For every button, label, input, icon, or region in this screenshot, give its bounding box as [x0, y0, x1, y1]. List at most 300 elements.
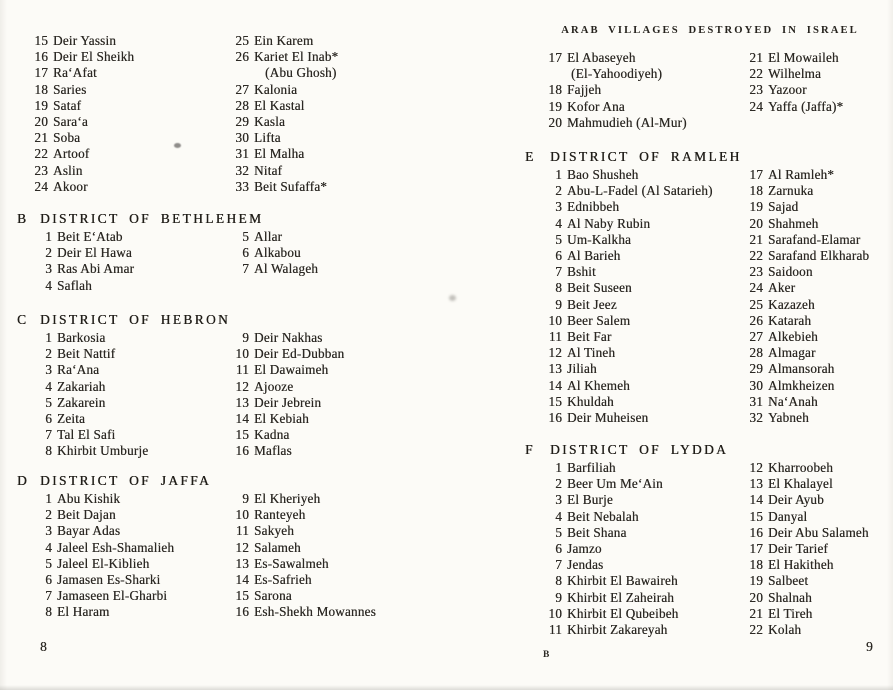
entry-number: 4	[45, 378, 52, 394]
village-entry	[741, 394, 869, 410]
entry-name: Ra‘Ana	[57, 362, 100, 378]
left-page	[0, 0, 446, 690]
entry-name: Fajjeh	[567, 82, 602, 98]
entry-number: 13	[235, 555, 249, 571]
village-entry	[227, 330, 344, 346]
entry-name: Deir Muheisen	[567, 410, 649, 426]
entry-name: Beit Jeez	[567, 296, 617, 312]
entry-number: 3	[45, 261, 52, 277]
entry-name: Bshit	[567, 264, 596, 280]
entry-number: 1	[45, 229, 52, 244]
entry-name: Soba	[53, 130, 81, 146]
entry-name: Maflas	[254, 443, 292, 459]
entry-number: 13	[749, 476, 763, 492]
village-entry	[26, 82, 134, 98]
village-entry	[227, 146, 338, 162]
section-header	[0, 472, 446, 489]
village-entry	[741, 557, 869, 573]
entry-name: Tal El Safi	[57, 427, 116, 443]
entry-name: Sara‘a	[53, 114, 88, 130]
entry-name: Beit Suseen	[567, 280, 632, 296]
entry-name: Jaleel Esh-Shamalieh	[57, 539, 175, 555]
section-district-hebron	[0, 311, 446, 459]
village-entry	[741, 248, 869, 264]
entry-name: Ednibbeh	[567, 199, 620, 215]
entry-number: 4	[555, 215, 562, 231]
entry-name: El Kheriyeh	[254, 491, 321, 506]
village-entry	[30, 395, 148, 411]
village-entry	[540, 280, 713, 296]
village-entry	[227, 411, 344, 427]
village-entry	[540, 199, 713, 215]
village-entry	[227, 491, 376, 507]
section-district-lydda	[447, 441, 893, 638]
entry-number: 19	[548, 98, 562, 114]
entry-number: 24	[749, 280, 763, 296]
district-letter: D	[17, 473, 27, 488]
entry-name: Sarafand-Elamar	[768, 231, 861, 247]
entry-name: Sarafand Elkharab	[768, 248, 870, 264]
village-entry	[540, 329, 713, 345]
village-list-column	[540, 167, 713, 426]
village-entry	[227, 82, 338, 98]
entry-name: Nitaf	[254, 162, 283, 178]
entry-alt-name: (Abu Ghosh)	[265, 65, 337, 81]
village-entry	[540, 410, 713, 426]
village-entry	[30, 427, 148, 443]
entry-number: 18	[749, 183, 763, 199]
village-entry	[741, 361, 869, 377]
entry-name: Sajad	[768, 199, 799, 215]
entry-name: Jamasen Es-Sharki	[57, 572, 161, 588]
village-entry	[227, 261, 318, 277]
village-entry	[26, 146, 134, 162]
entry-name: Deir El Sheikh	[53, 49, 135, 65]
district-title: DISTRICT OF LYDDA	[550, 442, 729, 457]
entry-number: 6	[45, 411, 52, 427]
jerusalem-continued-column-2	[227, 33, 338, 195]
village-entry	[26, 33, 134, 49]
entry-number: 6	[242, 245, 249, 261]
entry-number: 20	[548, 114, 562, 130]
district-title: DISTRICT OF HEBRON	[40, 312, 231, 327]
village-entry	[227, 163, 338, 179]
entry-number: 4	[45, 277, 52, 293]
village-entry	[540, 345, 713, 361]
village-entry	[227, 523, 376, 539]
entry-name: Kazazeh	[768, 296, 815, 312]
entry-number: 21	[749, 231, 763, 247]
village-entry	[30, 491, 174, 507]
entry-number: 10	[548, 312, 562, 328]
entry-number: 5	[555, 524, 562, 540]
entry-number: 10	[548, 605, 562, 621]
entry-number: 27	[235, 81, 249, 97]
village-entry	[227, 346, 344, 362]
entry-name: Jiliah	[567, 361, 597, 377]
entry-name: Almansorah	[768, 361, 835, 377]
entry-name: Allar	[254, 229, 283, 244]
entry-name: Yazoor	[768, 82, 807, 98]
village-entry	[540, 492, 678, 508]
district-letter: E	[525, 149, 534, 164]
entry-number: 7	[45, 588, 52, 604]
village-entry	[227, 556, 376, 572]
entry-number: 24	[34, 178, 48, 194]
village-entry	[30, 540, 174, 556]
village-entry	[741, 313, 869, 329]
entry-name: Jamzo	[567, 541, 602, 557]
entry-number: 2	[45, 245, 52, 261]
jaffa-continued-column-2	[741, 50, 843, 115]
village-entry	[26, 98, 134, 114]
entry-name: Khirbit El Zaheirah	[567, 589, 675, 605]
entry-name: Es-Safrieh	[254, 572, 312, 588]
entry-number: 19	[34, 97, 48, 113]
entry-name: El Tireh	[768, 605, 813, 621]
entry-number: 10	[235, 507, 249, 523]
entry-name: Wilhelma	[768, 66, 822, 82]
village-entry	[30, 411, 148, 427]
entry-number: 16	[235, 604, 249, 620]
entry-name: Barfiliah	[567, 460, 616, 475]
entry-number: 11	[548, 622, 562, 638]
entry-number: 6	[555, 248, 562, 264]
entry-number: 8	[45, 604, 52, 620]
village-entry	[227, 114, 338, 130]
entry-name: Al Tineh	[567, 345, 616, 361]
entry-name: Deir Ayub	[768, 492, 824, 508]
entry-number: 12	[235, 539, 249, 555]
village-entry	[741, 541, 869, 557]
entry-name: Al Walageh	[254, 261, 319, 277]
village-entry	[30, 556, 174, 572]
entry-name: Zakariah	[57, 378, 106, 394]
village-entry	[741, 82, 843, 98]
entry-number: 4	[45, 539, 52, 555]
entry-number: 17	[749, 541, 763, 557]
entry-number: 2	[555, 183, 562, 199]
village-list-column	[741, 460, 869, 638]
printer-signature-mark: B	[543, 650, 550, 660]
village-list-column	[30, 330, 148, 460]
entry-number: 22	[749, 622, 763, 638]
entry-name: Deir Abu Salameh	[768, 524, 869, 540]
village-entry	[741, 66, 843, 82]
jerusalem-continued-column-1	[26, 33, 134, 195]
entry-name: Beer Um Me‘Ain	[567, 476, 663, 492]
village-entry	[227, 443, 344, 459]
entry-name: El Abaseyeh	[567, 50, 636, 65]
village-entry	[26, 114, 134, 130]
entry-number: 8	[555, 280, 562, 296]
village-list-column	[30, 229, 134, 294]
entry-name: El Khalayel	[768, 476, 833, 492]
section-district-ramleh	[447, 148, 893, 426]
entry-name: El Mowaileh	[768, 50, 839, 65]
entry-name: Katarah	[768, 312, 812, 328]
entry-number: 7	[242, 261, 249, 277]
village-entry	[741, 167, 869, 183]
village-list-column	[227, 491, 376, 621]
entry-number: 33	[235, 178, 249, 194]
entry-number: 15	[749, 508, 763, 524]
village-entry	[540, 264, 713, 280]
entry-name: Akoor	[53, 178, 88, 194]
entry-number: 7	[555, 557, 562, 573]
entry-number: 4	[555, 508, 562, 524]
entry-number: 6	[555, 541, 562, 557]
entry-name: Deir Ed-Dubban	[254, 346, 345, 362]
jaffa-continued-column-1	[540, 50, 687, 131]
village-list-column	[227, 330, 344, 460]
entry-number: 8	[555, 573, 562, 589]
entry-number: 5	[45, 555, 52, 571]
entry-name: Beer Salem	[567, 312, 631, 328]
village-entry	[30, 443, 148, 459]
entry-number: 20	[749, 215, 763, 231]
entry-number: 20	[34, 114, 48, 130]
entry-name: Beit Shana	[567, 524, 627, 540]
village-entry	[540, 394, 713, 410]
entry-name: Kharroobeh	[768, 460, 833, 475]
village-entry	[741, 525, 869, 541]
entry-name: Deir Yassin	[53, 33, 117, 48]
entry-name: Beit Sufaffa*	[254, 178, 328, 194]
entry-number: 19	[749, 573, 763, 589]
district-title: DISTRICT OF BETHLEHEM	[40, 211, 264, 226]
village-entry	[30, 346, 148, 362]
village-entry	[741, 476, 869, 492]
entry-alt-name: (El-Yahoodiyeh)	[571, 66, 663, 82]
entry-name: Jamaseen El-Gharbi	[57, 588, 168, 604]
village-entry	[540, 82, 687, 98]
entry-number: 14	[235, 411, 249, 427]
entry-name: Zakarein	[57, 394, 106, 410]
village-entry	[30, 523, 174, 539]
entry-name: Salameh	[254, 539, 301, 555]
entry-number: 28	[749, 345, 763, 361]
entry-number: 14	[235, 572, 249, 588]
village-entry	[227, 245, 318, 261]
entry-name: Deir Jebrein	[254, 394, 322, 410]
entry-number: 5	[45, 394, 52, 410]
entry-name: El Haram	[57, 604, 110, 620]
entry-number: 19	[749, 199, 763, 215]
village-entry	[227, 395, 344, 411]
entry-name: Alkebieh	[768, 329, 818, 345]
entry-name: Almkheizen	[768, 377, 835, 393]
entry-number: 15	[548, 393, 562, 409]
entry-number: 16	[749, 524, 763, 540]
village-entry	[227, 229, 318, 245]
entry-name: Deir El Hawa	[57, 245, 132, 261]
entry-name: Abu Kishik	[57, 491, 121, 506]
entry-name: Deir Tarief	[768, 541, 828, 557]
entry-name: Jendas	[567, 557, 604, 573]
scan-edge-shading	[887, 0, 893, 690]
entry-number: 3	[45, 523, 52, 539]
entry-number: 23	[34, 162, 48, 178]
entry-name: Jaleel El-Kiblieh	[57, 555, 150, 571]
entry-name: Sataf	[53, 97, 82, 113]
entry-name: El Kebiah	[254, 411, 309, 427]
entry-name: Kalonia	[254, 81, 298, 97]
entry-name: Ein Karem	[254, 33, 314, 48]
village-entry	[540, 541, 678, 557]
entry-name: Kofor Ana	[567, 98, 625, 114]
entry-number: 1	[555, 167, 562, 182]
entry-number: 15	[235, 427, 249, 443]
village-entry	[30, 245, 134, 261]
village-entry	[30, 379, 148, 395]
village-entry	[30, 362, 148, 378]
village-entry	[741, 378, 869, 394]
entry-name: Zeita	[57, 411, 86, 427]
village-entry	[540, 378, 713, 394]
entry-number: 12	[749, 460, 763, 475]
section-header	[0, 311, 446, 328]
village-entry	[540, 167, 713, 183]
village-entry	[741, 345, 869, 361]
entry-number: 11	[548, 329, 562, 345]
village-entry	[30, 278, 134, 294]
village-entry	[26, 49, 134, 65]
entry-name: Al Ramleh*	[768, 167, 835, 182]
entry-number: 22	[34, 146, 48, 162]
entry-number: 15	[235, 588, 249, 604]
entry-number: 31	[749, 393, 763, 409]
entry-name: Es-Sawalmeh	[254, 555, 329, 571]
village-entry	[741, 622, 869, 638]
page-number-left: 8	[40, 639, 47, 654]
village-entry	[540, 99, 687, 115]
entry-number: 7	[45, 427, 52, 443]
entry-number: 17	[34, 65, 48, 81]
village-entry	[30, 261, 134, 277]
village-entry	[540, 476, 678, 492]
entry-name: Shahmeh	[768, 215, 819, 231]
entry-name: Khirbit El Bawaireh	[567, 573, 678, 589]
village-entry	[227, 49, 338, 81]
entry-number: 21	[749, 605, 763, 621]
entry-name: Sakyeh	[254, 523, 295, 539]
entry-number: 23	[749, 264, 763, 280]
village-entry	[227, 507, 376, 523]
entry-name: Al Khemeh	[567, 377, 630, 393]
scan-edge-shading	[0, 685, 893, 690]
entry-number: 12	[235, 378, 249, 394]
village-entry	[540, 50, 687, 82]
village-entry	[540, 509, 678, 525]
village-entry	[741, 264, 869, 280]
entry-name: Al Barieh	[567, 248, 621, 264]
entry-number: 30	[749, 377, 763, 393]
village-list-column	[540, 460, 678, 638]
village-entry	[30, 330, 148, 346]
entry-number: 23	[749, 82, 763, 98]
entry-name: Khirbit Zakareyah	[567, 622, 668, 638]
village-entry	[540, 361, 713, 377]
village-entry	[741, 216, 869, 232]
entry-number: 25	[749, 296, 763, 312]
village-entry	[227, 362, 344, 378]
village-entry	[540, 622, 678, 638]
village-entry	[741, 50, 843, 66]
entry-name: Khirbit El Qubeibeh	[567, 605, 679, 621]
entry-name: Beit Dajan	[57, 507, 116, 523]
entry-name: Kasla	[254, 114, 286, 130]
entry-number: 29	[235, 114, 249, 130]
entry-name: Beit Far	[567, 329, 612, 345]
entry-number: 5	[555, 231, 562, 247]
page-number-right: 9	[866, 639, 873, 654]
entry-number: 13	[548, 361, 562, 377]
entry-name: Na‘Anah	[768, 393, 818, 409]
village-entry	[227, 33, 338, 49]
entry-name: Saries	[53, 81, 87, 97]
village-entry	[227, 572, 376, 588]
village-entry	[30, 507, 174, 523]
village-entry	[540, 557, 678, 573]
village-entry	[540, 313, 713, 329]
entry-name: Ra‘Afat	[53, 65, 97, 81]
village-entry	[741, 280, 869, 296]
entry-number: 2	[45, 346, 52, 362]
village-entry	[26, 179, 134, 195]
entry-number: 21	[34, 130, 48, 146]
village-entry	[741, 232, 869, 248]
entry-number: 32	[749, 410, 763, 426]
entry-number: 22	[749, 66, 763, 82]
entry-number: 18	[749, 557, 763, 573]
entry-name: Salbeet	[768, 573, 809, 589]
section-header	[447, 441, 893, 458]
village-entry	[26, 130, 134, 146]
entry-number: 13	[235, 394, 249, 410]
village-entry	[30, 604, 174, 620]
entry-name: Ajooze	[254, 378, 294, 394]
entry-name: Saidoon	[768, 264, 813, 280]
section-header	[447, 148, 893, 165]
entry-name: Yabneh	[768, 410, 809, 426]
entry-name: Shalnah	[768, 589, 812, 605]
village-entry	[26, 163, 134, 179]
entry-number: 11	[235, 523, 249, 539]
section-district-jaffa	[0, 472, 446, 620]
entry-name: Bao Shusheh	[567, 167, 639, 182]
village-entry	[741, 183, 869, 199]
entry-number: 9	[555, 296, 562, 312]
entry-number: 3	[555, 199, 562, 215]
village-entry	[741, 606, 869, 622]
entry-name: El Dawaimeh	[254, 362, 329, 378]
village-entry	[540, 460, 678, 476]
entry-name: Um-Kalkha	[567, 231, 632, 247]
village-entry	[227, 130, 338, 146]
entry-number: 1	[45, 330, 52, 345]
right-page	[447, 0, 893, 690]
district-title: DISTRICT OF RAMLEH	[550, 149, 742, 164]
entry-number: 21	[749, 50, 763, 65]
village-entry	[540, 297, 713, 313]
village-entry	[540, 183, 713, 199]
entry-number: 8	[45, 443, 52, 459]
village-entry	[540, 606, 678, 622]
entry-name: Danyal	[768, 508, 808, 524]
village-entry	[540, 115, 687, 131]
village-entry	[227, 379, 344, 395]
